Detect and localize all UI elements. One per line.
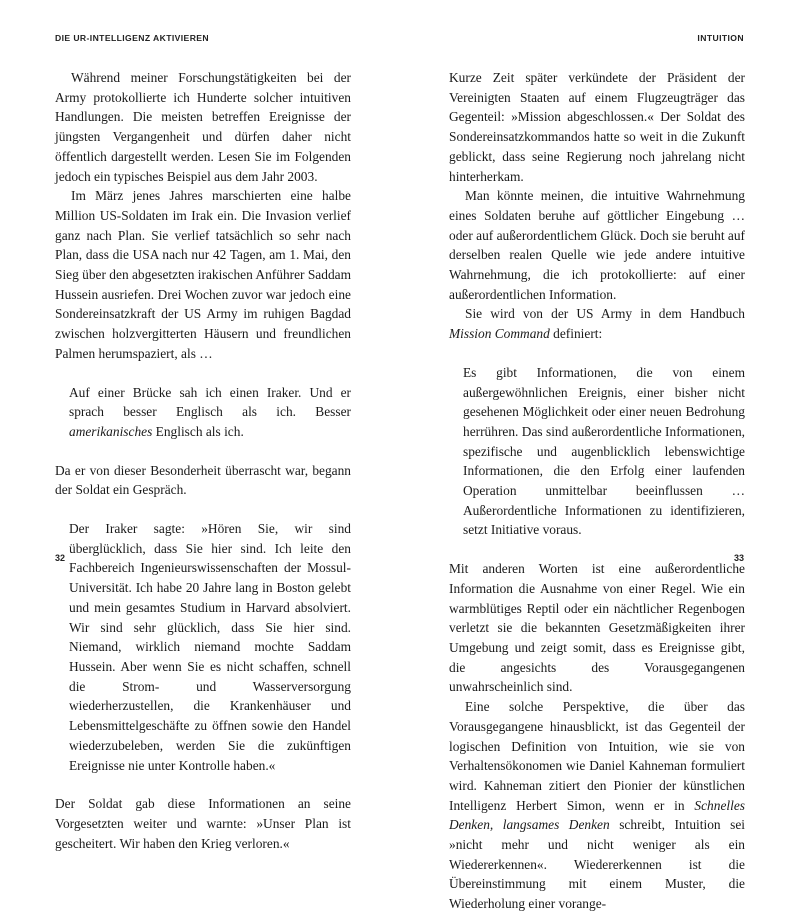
quote-text: Der Iraker sagte: »Hören Sie, wir sind überglücklich, dass Sie hier sind. Ich leite den Fachbereich Ingenieurswissenschaften der Mossul-Universität. Ich habe 20 Jahre lang in Boston gelebt und mein gesamtes Studium in Harvard absolviert. Wir sind sehr glücklich, dass Sie hier sind. Niemand, wirklich niemand mochte Saddam Hussein. Aber wenn Sie es nicht schaffen, schnell die Strom- und Wasserversorgung wiederherzustellen, die Krankenhäuser und Lebensmittelgeschäfte zu öffnen sowie den Handel wiederzubeleben, werden Sie die zukünftigen Ereignisse nie unter Kontrolle haben.« <box>69 521 351 773</box>
paragraph: Da er von dieser Besonderheit überrascht war, begann der Soldat ein Gespräch. <box>55 462 351 498</box>
paragraph: Kurze Zeit später verkündete der Präsident der Vereinigten Staaten auf einem Flugzeugträger das Gegenteil: »Mission abgeschlossen.« Der Soldat des Sondereinsatzkommandos hatte so weit in die Zukunft geblickt, dass seine Regierung noch jahrelang nicht hinterherkam. <box>449 70 745 184</box>
block-quote <box>69 519 351 775</box>
paragraph: Der Soldat gab diese Informationen an seine Vorgesetzten weiter und warnte: »Unser Plan ist gescheitert. Wir haben den Krieg verloren.« <box>55 796 351 851</box>
paragraph: Mit anderen Worten ist eine außerordentliche Information die Ausnahme von einer Regel. Wie ein warmblütiges Reptil oder ein nächtlicher Regenbogen verletzt sie die bekannten Gesetzmäßigkeiten ihrer Umgebung und zeigt somit, dass es Ereignisse gibt, die angesichts des Vorausgegangenen unwahrscheinlich sind. <box>449 561 745 695</box>
text-part: Eine solche Perspektive, die über das Vorausgegangene hinausblickt, ist das Gegenteil der logischen Definition von Intuition, wie sie von Verhaltensökonomen wie Daniel Kahneman formuliert wird. Kahneman zitiert den Pionier der künstlichen Intelligenz Herbert Simon, wenn er in <box>449 699 745 813</box>
paragraph: Man könnte meinen, die intuitive Wahrnehmung eines Soldaten beruhe auf göttlicher Eingebung … oder auf außerordentlichem Glück. Doch sie beruht auf derselben realen Quelle wie jede andere intuitive Wahrnehmung, die ich protokollierte: auf einer außerordentlichen Information. <box>449 188 745 302</box>
text-part: definiert: <box>549 326 603 342</box>
text-part: schreibt, Intuition sei »nicht mehr und nicht weniger als ein Wiedererkennen«. Wiedererkennen ist die Übereinstimmung mit einem Muster, die Wiederholung einer vorange- <box>449 817 745 912</box>
right-page <box>400 0 800 912</box>
block-quote <box>69 383 351 442</box>
quote-text <box>69 383 351 442</box>
quote-text-part: Englisch als ich. <box>152 423 244 439</box>
quote-text: Es gibt Informationen, die von einem außergewöhnlichen Ereignis, einer bisher nicht gesehenen Möglichkeit oder einer neuen Bedrohung herrühren. Das sind außerordentliche Informationen, spezifische und augenblicklich lebenswichtige Informationen, die den Erfolg einer laufenden Operation unmittelbar beeinflussen … Außerordentliche Informationen zu identifizieren, setzt Initiative voraus. <box>463 364 745 538</box>
running-head: DIE UR-INTELLIGENZ AKTIVIEREN <box>55 33 210 43</box>
paragraph <box>449 304 745 343</box>
emphasis: Mission Command <box>449 326 550 342</box>
block-quote <box>463 363 745 540</box>
paragraph: Im März jenes Jahres marschierten eine halbe Million US-Soldaten im Irak ein. Die Invasion verlief ganz nach Plan. Sie verlief tatsächlich so sehr nach Plan, dass die USA nach nur 42 Tagen, am 1. Mai, den Sieg über den abgesetzten irakischen Anführer Saddam Hussein ausriefen. Drei Wochen zuvor war jedoch eine Sondereinsatzkraft der US Army im ruhigen Bagdad zwischen holzvergitterten Häusern und freundlichen Palmen herumspaziert, als … <box>55 188 351 361</box>
paragraph: Während meiner Forschungstätigkeiten bei der Army protokollierte ich Hunderte solcher intuitiven Handlungen. Die meisten betreffen Ereignisse der jüngsten Vergangenheit und dürfen daher nicht öffentlich dargestellt werden. Lesen Sie im Folgenden jedoch ein typisches Beispiel aus dem Jahr 2003. <box>55 70 351 184</box>
page-body <box>55 68 351 853</box>
left-page <box>0 0 400 851</box>
running-head: INTUITION <box>697 33 744 43</box>
page-number: 32 <box>55 553 66 563</box>
page-body <box>449 68 745 914</box>
quote-text-part: Auf einer Brücke sah ich einen Iraker. Und er sprach besser Englisch als ich. Besser <box>69 384 351 420</box>
emphasis: amerikanisches <box>69 423 153 439</box>
text-part: Sie wird von der US Army in dem Handbuch <box>465 306 745 322</box>
page-number: 33 <box>733 553 744 563</box>
emphasis: Schnelles Denken, langsames Denken <box>449 797 745 833</box>
paragraph <box>449 697 745 914</box>
